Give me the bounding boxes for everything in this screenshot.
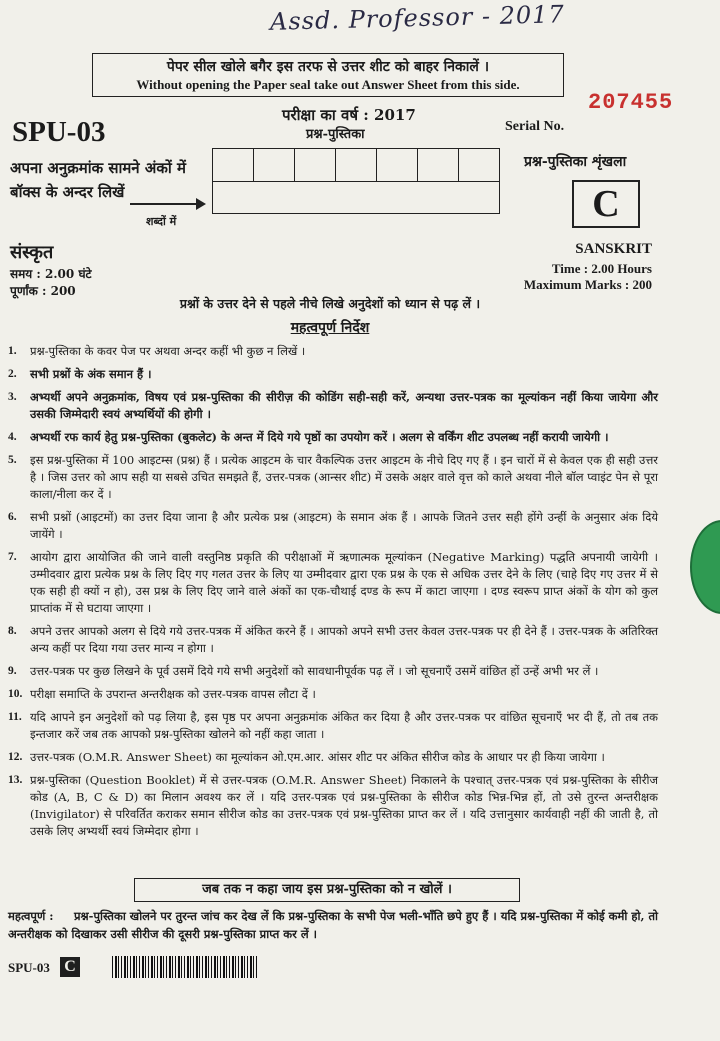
marks-hindi: पूर्णांक : 200: [10, 284, 76, 298]
list-item: [8, 663, 658, 680]
list-item: [8, 549, 658, 617]
important-label: महत्वपूर्ण :: [8, 909, 54, 923]
roll-digit-box[interactable]: [418, 149, 459, 182]
booklet-label: प्रश्न-पुस्तिका: [306, 127, 365, 142]
item-number: 13.: [8, 774, 23, 786]
time-english: Time : 2.00 Hours: [551, 261, 652, 276]
seal-notice-box: [92, 53, 564, 97]
serial-label: Serial No.: [505, 119, 565, 134]
important-note: [8, 907, 658, 943]
item-text: उत्तर-पत्रक पर कुछ लिखने के पूर्व उसमें दिये गये सभी अनुदेशों को सावधानीपूर्वक पढ़ लें । जो सूचनाएँ उसमें वांछित हों उन्हें अभी भर लें ।: [30, 664, 599, 678]
list-item: [8, 686, 658, 703]
item-number: 3.: [8, 391, 17, 403]
item-text: उत्तर-पत्रक (O.M.R. Answer Sheet) का मूल्यांकन ओ.एम.आर. आंसर शीट पर अंकित सीरीज कोड के आधार पर ही किया जायेगा ।: [30, 750, 605, 764]
item-number: 5.: [8, 454, 17, 466]
item-text: इस प्रश्न-पुस्तिका में 100 आइटम्स (प्रश्न) हैं । प्रत्येक आइटम के चार वैकल्पिक उत्तर आइटम के नीचे दिए गए हैं । इन चारों में से केवल एक ही सही उत्तर है । जिस उत्तर को आप सही या सबसे उचित समझते हैं, उत्तर-पत्रक (आन्सर शीट) में उसके अक्षर वाले वृत्त को काले अथवा नीले बॉल प्वाइंट पेन से पूरा काला/नीला कर दें ।: [30, 453, 658, 501]
important-text: प्रश्न-पुस्तिका खोलने पर तुरन्त जांच कर देख लें कि प्रश्न-पुस्तिका के सभी पेज भली-भाँति छपे हुए हैं । यदि प्रश्न-पुस्तिका में कोई कमी हो, तो अन्तरीक्षक को दिखाकर उसी सीरीज की दूसरी प्रश्न-पुस्तिका प्राप्त कर लें ।: [8, 909, 658, 941]
item-number: 6.: [8, 511, 17, 523]
item-text: प्रश्न-पुस्तिका के कवर पेज पर अथवा अन्दर कहीं भी कुछ न लिखें ।: [30, 344, 306, 358]
roll-words-box[interactable]: [213, 182, 500, 214]
list-item: [8, 452, 658, 503]
handwritten-note: Assd. Professor - 2017: [269, 0, 566, 36]
item-number: 4.: [8, 431, 17, 443]
roll-digit-box[interactable]: [459, 149, 500, 182]
barcode-icon: [112, 956, 258, 978]
seal-notice-hindi: पेपर सील खोले बगैर इस तरफ से उत्तर शीट को बाहर निकालें ।: [166, 59, 490, 75]
paper-code: SPU-03: [12, 116, 106, 148]
list-item: [8, 343, 658, 360]
roll-digit-box[interactable]: [336, 149, 377, 182]
item-number: 9.: [8, 665, 17, 677]
item-number: 11.: [8, 711, 22, 723]
roll-digit-box[interactable]: [377, 149, 418, 182]
item-number: 2.: [8, 368, 17, 380]
item-number: 8.: [8, 625, 17, 637]
list-item: [8, 772, 658, 840]
serial-number: 207455: [588, 90, 674, 115]
time-marks-english: [480, 261, 652, 293]
item-text: अभ्यर्थी अपने अनुक्रमांक, विषय एवं प्रश्न-पुस्तिका की सीरीज़ की कोडिंग सही-सही करें, अन्यथा उत्तर-पत्रक का मूल्यांकन नहीं किया जायेगा और उसकी जिम्मेदारी स्वयं अभ्यर्थियों की होगी ।: [30, 390, 658, 421]
roll-digit-box[interactable]: [295, 149, 336, 182]
instructions-heading: [0, 318, 660, 337]
roll-instruction: अपना अनुक्रमांक सामने अंकों में बॉक्स के अन्दर लिखें: [10, 159, 186, 201]
footer-series-code: C: [60, 957, 80, 977]
subject-english: SANSKRIT: [575, 241, 652, 257]
roll-digit-box[interactable]: [213, 149, 254, 182]
time-hindi: समय : 2.00 घंटे: [10, 267, 92, 281]
item-text: सभी प्रश्नों (आइटमों) का उत्तर दिया जाना है और प्रत्येक प्रश्न (आइटम) के समान अंक हैं । आपके जितने उत्तर सही होंगे उन्हीं के अनुसार अंक दिये जायेंगे ।: [30, 510, 658, 541]
series-code: C: [572, 180, 640, 228]
item-number: 1.: [8, 345, 17, 357]
roll-digit-box[interactable]: [254, 149, 295, 182]
roll-number-grid: [212, 148, 500, 214]
series-label: प्रश्न-पुस्तिका शृंखला: [524, 154, 627, 170]
footer-paper-code: SPU-03: [8, 960, 50, 975]
list-item: [8, 366, 658, 383]
list-item: [8, 749, 658, 766]
list-item: [8, 509, 658, 543]
instructions-heading-text: महत्वपूर्ण निर्देश: [290, 320, 370, 336]
item-number: 7.: [8, 551, 17, 563]
marks-english: Maximum Marks : 200: [523, 277, 652, 292]
item-text: अभ्यर्थी रफ कार्य हेतु प्रश्न-पुस्तिका (बुकलेट) के अन्त में दिये गये पृष्ठों का उपयोग करें । अलग से वर्किंग शीट उपलब्ध नहीं करायी जायेगी ।: [30, 430, 609, 444]
list-item: [8, 429, 658, 446]
list-item: [8, 623, 658, 657]
item-text: प्रश्न-पुस्तिका (Question Booklet) में से उत्तर-पत्रक (O.M.R. Answer Sheet) निकालने के पश्चात् उत्तर-पत्रक एवं प्रश्न-पुस्तिका के सीरीज कोड (A, B, C & D) का मिलान अवश्य कर लें । यदि उत्तर-पत्रक एवं प्रश्न-पुस्तिका के सीरीज कोड भिन्न-भिन्न हों, तो उसे तुरन्त अन्तरीक्षक (Invigilator) से परिवर्तित कराकर समान सीरीज कोड का उत्तर-पत्रक एवं प्रश्न-पुस्तिका प्राप्त कर लें । यदि उत्तानुसार कार्यवाही नहीं की जाती है, तो उसके लिए अभ्यर्थी स्वयं जिम्मेदार होगा ।: [30, 773, 658, 838]
item-text: अपने उत्तर आपको अलग से दिये गये उत्तर-पत्रक में अंकित करने हैं । आपको अपने सभी उत्तर केवल उत्तर-पत्रक पर ही देने हैं । उत्तर-पत्रक के अतिरिक्त अन्य कहीं पर दिया गया उत्तर मान्य न होगा ।: [30, 624, 658, 655]
in-words-label: शब्दों में: [146, 215, 177, 228]
arrow-icon: [130, 203, 204, 205]
pre-read-note: प्रश्नों के उत्तर देने से पहले नीचे लिखे अनुदेशों को ध्यान से पढ़ लें ।: [179, 296, 481, 311]
instructions-list: [8, 343, 658, 846]
seal-notice-english: Without opening the Paper seal take out Answer Sheet from this side.: [136, 77, 520, 92]
exam-year: परीक्षा का वर्ष : 2017: [282, 106, 416, 124]
green-seal-icon: [690, 520, 720, 614]
do-not-open-notice: जब तक न कहा जाय इस प्रश्न-पुस्तिका को न खोलें ।: [134, 878, 520, 902]
item-text: आयोग द्वारा आयोजित की जाने वाली वस्तुनिष्ठ प्रकृति की परीक्षाओं में ऋणात्मक मूल्यांकन (Negative Marking) पद्धति अपनायी जायेगी । उम्मीदवार द्वारा प्रत्येक प्रश्न के लिए दिए गए गलत उत्तर के लिए या उम्मीदवार द्वारा एक प्रश्न के एक से अधिक उत्तर देने के लिए (चाहे दिए गए उत्तर में से एक सही ही क्यों न हो), उस प्रश्न के लिए दिए जाने वाले अंकों का एक-चौथाई दण्ड के रूप में काटा जाएगा । दण्ड स्वरूप प्राप्त अंकों के योग को कुल प्राप्तांक में से घटाया जाएगा ।: [30, 550, 658, 615]
list-item: [8, 709, 658, 743]
subject-hindi: संस्कृत: [10, 242, 54, 263]
list-item: [8, 389, 658, 423]
item-number: 12.: [8, 751, 23, 763]
item-number: 10.: [8, 688, 23, 700]
item-text: यदि आपने इन अनुदेशों को पढ़ लिया है, इस पृष्ठ पर अपना अनुक्रमांक अंकित कर दिया है और उत्तर-पत्रक पर वांछित सूचनाएँ भर दी हैं, तो तब तक इन्तजार करें जब तक आपको प्रश्न-पुस्तिका खोलने को नहीं कहा जाता ।: [30, 710, 658, 741]
item-text: परीक्षा समाप्ति के उपरान्त अन्तरीक्षक को उत्तर-पत्रक वापस लौटा दें ।: [30, 687, 316, 701]
item-text: सभी प्रश्नों के अंक समान हैं ।: [30, 367, 152, 381]
